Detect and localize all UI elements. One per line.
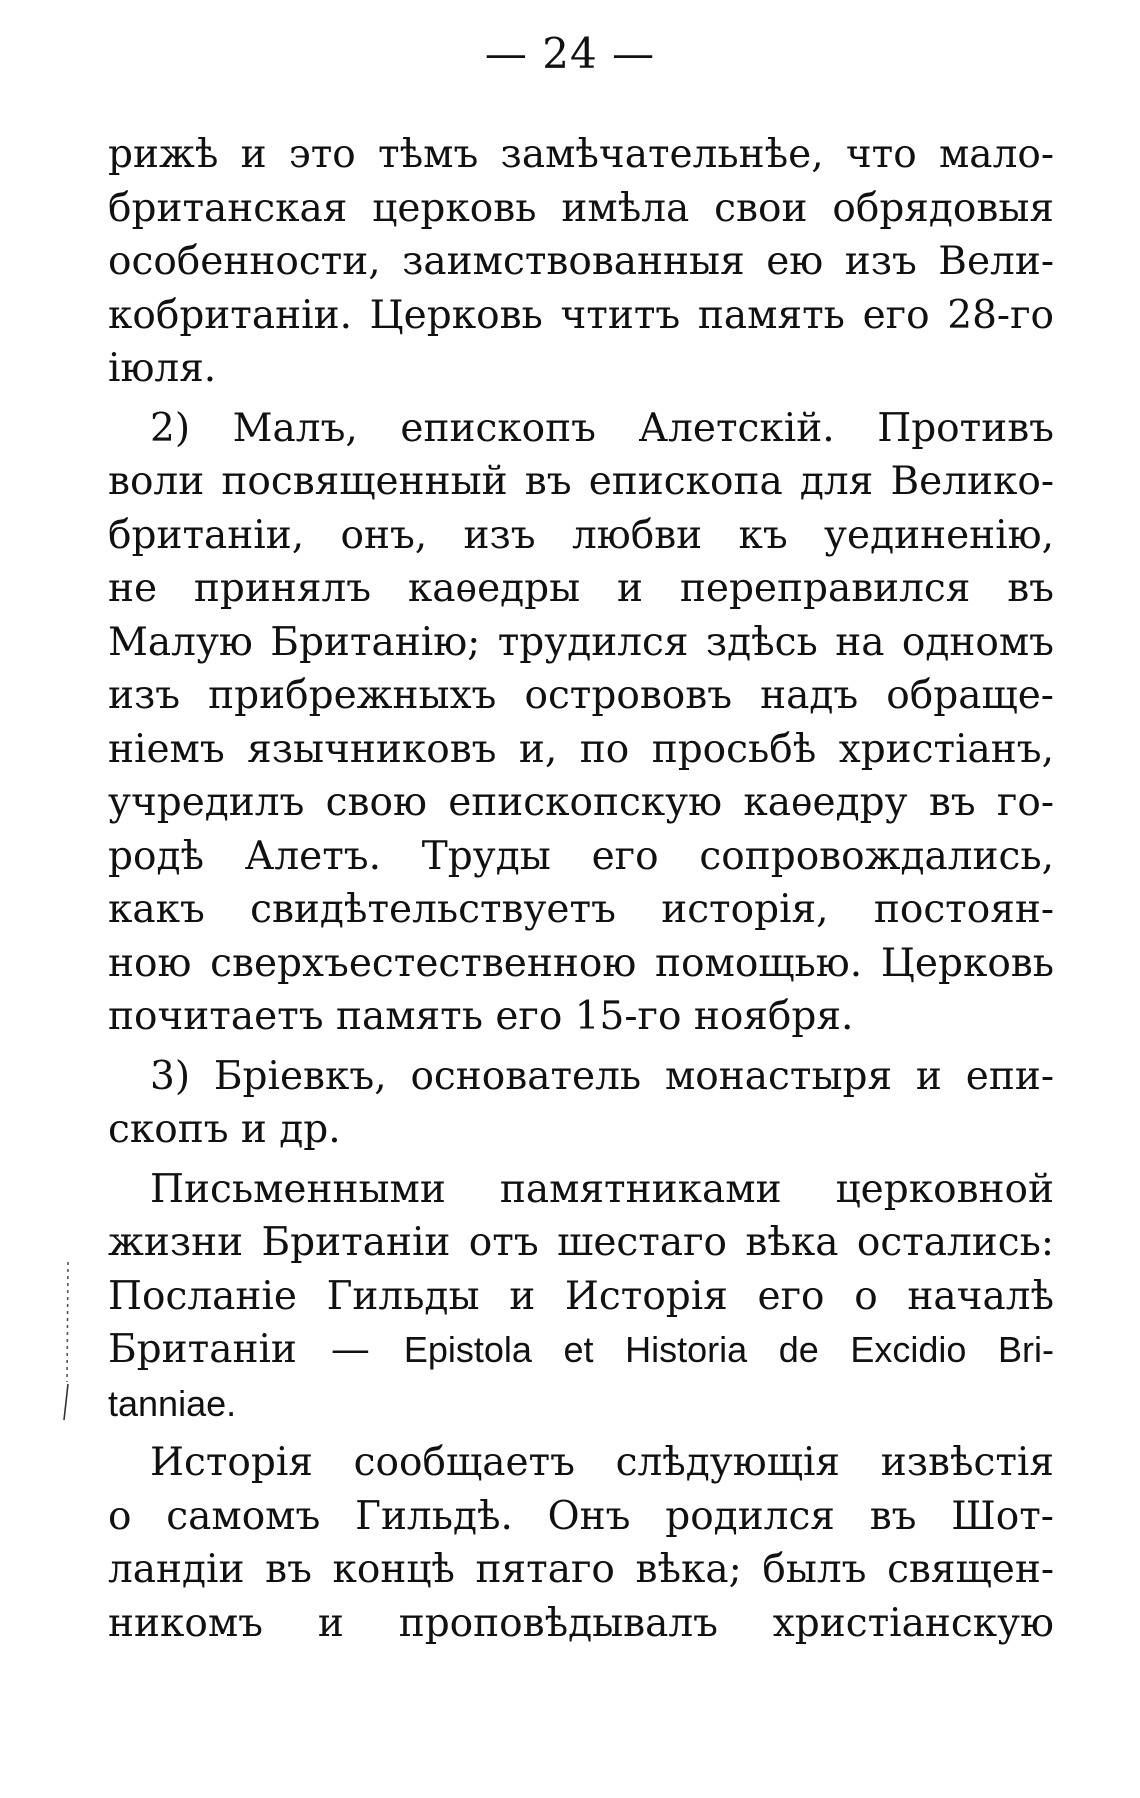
text-line: Посланіе Гильды и Исторія его о началѣ — [108, 1273, 1054, 1319]
text-line: 3) Бріевкъ, основатель монастыря и епи- — [150, 1053, 1054, 1099]
latin-title-end: tanniae. — [108, 1382, 237, 1424]
text-line: родѣ Алетъ. Труды его сопровождались, — [108, 833, 1054, 879]
text-line: особенности, заимствованныя ею изъ Вели- — [108, 239, 1054, 284]
text-line: Исторія сообщаетъ слѣдующія извѣстія — [150, 1440, 1054, 1485]
text-line: 2) Малъ, епископъ Алетскій. Противъ — [150, 405, 1054, 451]
text-line: британіи, онъ, изъ любви къ уединенію, — [108, 512, 1054, 558]
text-line: іюля. — [108, 346, 217, 391]
paragraph-5 — [108, 1436, 1054, 1650]
paragraph-2 — [108, 402, 1054, 1044]
text-line: ніемъ язычниковъ и, по просьбѣ христіанъ, — [108, 726, 1054, 772]
paragraph-3 — [108, 1050, 1054, 1157]
text-line: кобританіи. Церковь чтитъ память его 28-го — [108, 292, 1054, 338]
text-line: британская церковь имѣла свои обрядовыя — [108, 185, 1054, 231]
text-line: ландіи въ концѣ пятаго вѣка; былъ священ- — [108, 1547, 1054, 1592]
page-number: — 24 — — [484, 29, 656, 78]
cyrillic-segment: Британіи — — [108, 1327, 404, 1372]
text-line-mixed — [108, 1323, 1054, 1377]
text-column — [108, 128, 1054, 1650]
text-line: изъ прибрежныхъ острововъ надъ обраще- — [108, 673, 1054, 718]
text-line: ною сверхъестественною помощью. Церковь — [108, 940, 1054, 986]
text-line: рижѣ и это тѣмъ замѣчательнѣе, что мало- — [108, 132, 1054, 177]
text-line: скопъ и др. — [108, 1107, 341, 1152]
text-line: не принялъ каѳедры и переправился въ — [108, 566, 1054, 611]
paragraph-1 — [108, 128, 1054, 396]
paragraph-4 — [108, 1163, 1054, 1431]
text-line: о самомъ Гильдѣ. Онъ родился въ Шот- — [108, 1493, 1054, 1539]
margin-pencil-mark — [62, 1262, 72, 1422]
text-line: Малую Британію; трудился здѣсь на одномъ — [108, 619, 1054, 665]
text-line: никомъ и проповѣдывалъ христіанскую — [108, 1600, 1054, 1646]
text-line: какъ свидѣтельствуетъ исторія, постоян- — [108, 887, 1054, 932]
text-line: почитаетъ память его 15-го ноября. — [108, 994, 854, 1039]
text-line: воли посвященный въ епископа для Велико- — [108, 459, 1054, 504]
text-line: Письменными памятниками церковной — [150, 1166, 1054, 1212]
latin-title: Epistola et Historia de Excidio Bri- — [403, 1329, 1055, 1370]
text-line: жизни Британіи отъ шестаго вѣка остались: — [108, 1220, 1054, 1265]
text-line: учредилъ свою епископскую каѳедру въ го- — [108, 780, 1054, 825]
